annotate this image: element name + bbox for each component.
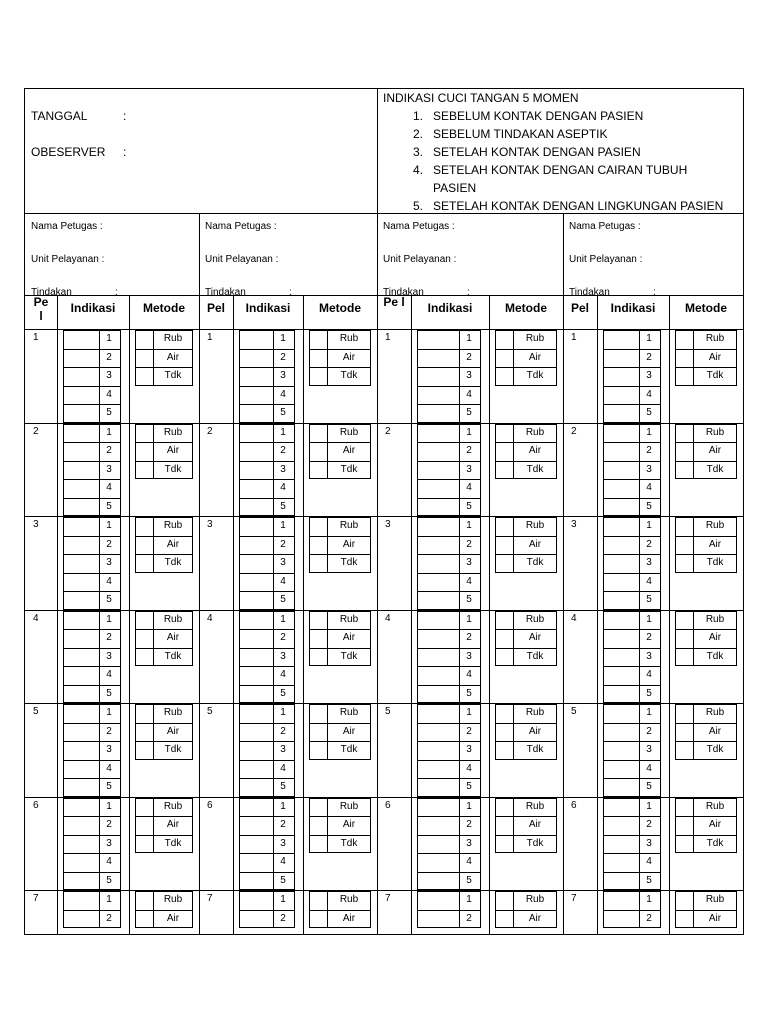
- indication-number-cell: 5: [106, 874, 112, 886]
- indikasi-header: Indikasi: [245, 301, 291, 315]
- method-label: Rub: [705, 333, 725, 344]
- method-label: Rub: [525, 426, 545, 438]
- metode-header: Metode: [143, 301, 185, 315]
- method-label: Air: [708, 632, 722, 643]
- indication-number-cell: 4: [106, 482, 112, 493]
- indication-number-cell: 3: [280, 837, 286, 849]
- method-label: Rub: [339, 894, 359, 905]
- indication-number-cell: 2: [280, 725, 286, 737]
- indication-number-cell: 3: [106, 837, 112, 849]
- indication-number-cell: 1: [280, 426, 286, 438]
- indication-text: SEBELUM KONTAK DENGAN PASIEN: [433, 109, 644, 123]
- indication-number-cell: 2: [106, 351, 112, 363]
- indikasi-header: Indikasi: [70, 301, 116, 315]
- officer-nama-label: Nama Petugas :: [569, 221, 641, 232]
- indication-number-cell: 2: [106, 725, 112, 737]
- pel-header: Pe l: [383, 295, 405, 309]
- indication-number-cell: 4: [280, 388, 286, 400]
- observation-number: 3: [33, 519, 39, 530]
- indication-number-cell: 2: [280, 445, 286, 456]
- indication-number-cell: 4: [106, 856, 112, 867]
- indication-number-cell: 2: [280, 538, 286, 550]
- indication-number-cell: 1: [280, 707, 286, 718]
- method-label: Air: [528, 445, 542, 456]
- method-label: Rub: [339, 426, 359, 438]
- method-label: Air: [708, 445, 722, 456]
- method-label: Tdk: [706, 744, 724, 755]
- officer-tindakan-label: Tindakan: [31, 287, 72, 298]
- indication-number-cell: 4: [106, 762, 112, 774]
- indication-number-cell: 1: [106, 426, 112, 438]
- method-label: Tdk: [706, 370, 724, 381]
- indication-number-cell: 5: [106, 407, 112, 418]
- method-label: Air: [708, 912, 722, 924]
- indication-number-cell: 5: [466, 687, 472, 699]
- observation-number: 1: [385, 332, 391, 343]
- observation-number: 7: [33, 893, 39, 904]
- indication-number-cell: 1: [646, 707, 652, 718]
- method-label: Air: [528, 538, 542, 550]
- method-label: Air: [166, 725, 180, 737]
- indication-number: 5.: [412, 199, 423, 213]
- indication-number-cell: 1: [280, 520, 286, 531]
- indication-number-cell: 4: [280, 762, 286, 774]
- indication-number-cell: 4: [646, 388, 652, 400]
- indication-number: 4.: [412, 163, 423, 177]
- indication-number-cell: 2: [280, 912, 286, 924]
- indication-number-cell: 2: [646, 632, 652, 643]
- method-label: Rub: [339, 800, 359, 812]
- indication-number-cell: 5: [280, 874, 286, 886]
- observation-number: 2: [207, 425, 213, 437]
- method-label: Air: [528, 351, 542, 363]
- indication-number-cell: 4: [646, 762, 652, 774]
- officer-unit-label: Unit Pelayanan :: [31, 254, 105, 265]
- observation-number: 2: [571, 425, 577, 437]
- indication-number-cell: 5: [280, 594, 286, 605]
- method-label: Air: [166, 445, 180, 456]
- indication-number-cell: 3: [646, 650, 652, 662]
- indication-number-cell: 1: [280, 800, 286, 812]
- method-label: Tdk: [340, 557, 358, 568]
- indication-number-cell: 2: [466, 351, 472, 363]
- method-label: Rub: [525, 520, 545, 531]
- indication-number-cell: 5: [280, 687, 286, 699]
- method-label: Tdk: [340, 837, 358, 849]
- method-label: Rub: [705, 426, 725, 438]
- method-label: Tdk: [164, 370, 182, 381]
- indication-number-cell: 4: [106, 575, 112, 587]
- indication-number-cell: 2: [466, 445, 472, 456]
- officer-tindakan-colon: :: [115, 287, 118, 298]
- method-label: Air: [342, 912, 356, 924]
- indication-number-cell: 3: [466, 463, 472, 475]
- method-label: Air: [166, 351, 180, 363]
- indication-number-cell: 4: [106, 669, 112, 680]
- observation-number: 4: [571, 612, 577, 624]
- method-label: Tdk: [164, 744, 182, 755]
- indication-title: INDIKASI CUCI TANGAN 5 MOMEN: [383, 91, 579, 105]
- indication-number-cell: 1: [646, 800, 652, 812]
- indication-number-cell: 1: [466, 613, 472, 625]
- observer-colon: :: [123, 145, 127, 159]
- method-label: Rub: [525, 707, 545, 718]
- indication-number-cell: 5: [646, 874, 652, 886]
- officer-tindakan-label: Tindakan: [383, 287, 424, 298]
- indication-text: PASIEN: [433, 181, 477, 195]
- indication-number-cell: 4: [466, 482, 472, 493]
- indication-number-cell: 2: [466, 725, 472, 737]
- observation-form: [24, 88, 744, 935]
- indication-number-cell: 2: [466, 819, 472, 830]
- method-label: Tdk: [706, 463, 724, 475]
- indication-number-cell: 5: [466, 594, 472, 605]
- method-label: Air: [342, 351, 356, 363]
- method-label: Tdk: [526, 557, 544, 568]
- method-label: Tdk: [526, 744, 544, 755]
- indication-number-cell: 1: [280, 894, 286, 905]
- method-label: Air: [528, 725, 542, 737]
- officer-tindakan-colon: :: [653, 287, 656, 298]
- indication-number-cell: 4: [106, 388, 112, 400]
- observation-number: 4: [385, 612, 391, 624]
- method-label: Rub: [163, 520, 183, 531]
- indication-number-cell: 5: [466, 781, 472, 792]
- indication-text: SETELAH KONTAK DENGAN CAIRAN TUBUH: [433, 163, 688, 177]
- observer-column: [25, 213, 199, 934]
- indication-number-cell: 3: [646, 837, 652, 849]
- observation-number: 5: [207, 706, 213, 717]
- observer-label: OBESERVER: [31, 145, 106, 159]
- indication-number-cell: 1: [646, 520, 652, 531]
- indication-number-cell: 1: [280, 613, 286, 625]
- method-label: Tdk: [526, 463, 544, 475]
- indication-number-cell: 2: [466, 912, 472, 924]
- header-left: [25, 89, 378, 213]
- indication-number-cell: 3: [280, 744, 286, 755]
- observation-number: 2: [33, 425, 39, 437]
- officer-unit-label: Unit Pelayanan :: [383, 254, 457, 265]
- observation-number: 3: [207, 519, 213, 530]
- method-label: Rub: [163, 613, 183, 625]
- observation-number: 7: [571, 893, 577, 904]
- indication-number-cell: 4: [466, 575, 472, 587]
- indication-number-cell: 5: [646, 781, 652, 792]
- indication-number-cell: 5: [646, 500, 652, 512]
- indication-number-cell: 3: [280, 650, 286, 662]
- method-label: Air: [166, 538, 180, 550]
- method-label: Rub: [339, 707, 359, 718]
- metode-header: Metode: [505, 301, 547, 315]
- method-label: Rub: [705, 520, 725, 531]
- method-label: Air: [342, 819, 356, 830]
- indication-number-cell: 2: [466, 632, 472, 643]
- method-label: Air: [166, 912, 180, 924]
- observation-number: 4: [33, 612, 39, 624]
- method-label: Tdk: [706, 837, 724, 849]
- method-label: Air: [166, 819, 180, 830]
- indication-number-cell: 5: [466, 500, 472, 512]
- observation-number: 6: [207, 799, 213, 811]
- indication-number-cell: 3: [466, 837, 472, 849]
- indication-number-cell: 5: [280, 781, 286, 792]
- method-label: Rub: [163, 333, 183, 344]
- indication-number-cell: 4: [280, 669, 286, 680]
- method-label: Rub: [525, 333, 545, 344]
- indication-number-cell: 3: [466, 650, 472, 662]
- indication-number-cell: 3: [280, 463, 286, 475]
- indication-number-cell: 4: [646, 669, 652, 680]
- indication-number-cell: 3: [106, 650, 112, 662]
- indication-number-cell: 2: [646, 912, 652, 924]
- indication-number-cell: 4: [466, 388, 472, 400]
- officer-unit-label: Unit Pelayanan :: [569, 254, 643, 265]
- indication-number-cell: 2: [466, 538, 472, 550]
- method-label: Rub: [163, 707, 183, 718]
- indication-number-cell: 2: [646, 351, 652, 363]
- method-label: Rub: [163, 426, 183, 438]
- method-label: Rub: [705, 894, 725, 905]
- indication-number-cell: 1: [646, 613, 652, 625]
- officer-tindakan-colon: :: [289, 287, 292, 298]
- indication-number-cell: 3: [106, 744, 112, 755]
- indication-number-cell: 1: [646, 894, 652, 905]
- indication-number-cell: 3: [280, 557, 286, 568]
- observer-column: [377, 213, 563, 934]
- officer-tindakan-label: Tindakan: [205, 287, 246, 298]
- indication-number-cell: 5: [646, 594, 652, 605]
- observation-number: 5: [385, 706, 391, 717]
- indication-number-cell: 3: [646, 557, 652, 568]
- method-label: Tdk: [706, 557, 724, 568]
- method-label: Tdk: [164, 557, 182, 568]
- method-label: Rub: [705, 707, 725, 718]
- indication-number-cell: 2: [280, 819, 286, 830]
- method-label: Tdk: [340, 463, 358, 475]
- indication-number-cell: 2: [646, 538, 652, 550]
- indication-number-cell: 2: [280, 351, 286, 363]
- indication-number-cell: 1: [466, 707, 472, 718]
- observation-number: 6: [33, 799, 39, 811]
- observation-number: 7: [385, 893, 391, 904]
- officer-tindakan-colon: :: [467, 287, 470, 298]
- indication-number-cell: 1: [106, 707, 112, 718]
- pel-header: Pel: [570, 301, 589, 315]
- indication-number-cell: 5: [106, 781, 112, 792]
- indication-number-cell: 5: [646, 687, 652, 699]
- indication-number-cell: 3: [466, 744, 472, 755]
- metode-header: Metode: [685, 301, 727, 315]
- indication-number-cell: 1: [106, 333, 112, 344]
- method-label: Rub: [339, 613, 359, 625]
- observation-number: 6: [571, 799, 577, 811]
- method-label: Air: [708, 538, 722, 550]
- indication-number-cell: 2: [106, 912, 112, 924]
- pel-header: Pel: [206, 301, 225, 315]
- officer-nama-label: Nama Petugas :: [383, 221, 455, 232]
- method-label: Tdk: [340, 650, 358, 662]
- indication-number-cell: 5: [280, 407, 286, 418]
- method-label: Rub: [163, 894, 183, 905]
- indication-number-cell: 4: [280, 856, 286, 867]
- method-label: Tdk: [340, 744, 358, 755]
- method-label: Tdk: [164, 463, 182, 475]
- indication-number-cell: 2: [106, 538, 112, 550]
- indication-number-cell: 4: [466, 856, 472, 867]
- indication-legend: [377, 89, 743, 213]
- observer-column: [563, 213, 743, 934]
- method-label: Air: [342, 725, 356, 737]
- indication-number-cell: 1: [466, 800, 472, 812]
- method-label: Tdk: [164, 650, 182, 662]
- method-label: Air: [528, 632, 542, 643]
- indication-number-cell: 2: [106, 632, 112, 643]
- indication-number-cell: 4: [466, 762, 472, 774]
- metode-header: Metode: [319, 301, 361, 315]
- officer-tindakan-label: Tindakan: [569, 287, 610, 298]
- indication-number-cell: 1: [106, 800, 112, 812]
- indication-number-cell: 3: [646, 463, 652, 475]
- indication-number-cell: 3: [280, 370, 286, 381]
- indication-number-cell: 4: [646, 856, 652, 867]
- method-label: Rub: [525, 894, 545, 905]
- officer-nama-label: Nama Petugas :: [205, 221, 277, 232]
- method-label: Air: [708, 725, 722, 737]
- indication-text: SETELAH KONTAK DENGAN LINGKUNGAN PASIEN: [433, 199, 724, 213]
- observation-number: 1: [571, 332, 577, 343]
- method-label: Rub: [705, 613, 725, 625]
- method-label: Air: [708, 819, 722, 830]
- indication-number: 2.: [412, 127, 423, 141]
- indication-number-cell: 1: [466, 894, 472, 905]
- observation-number: 5: [571, 706, 577, 717]
- method-label: Rub: [339, 520, 359, 531]
- observer-column: [199, 213, 377, 934]
- observation-number: 1: [33, 332, 39, 343]
- indication-number-cell: 5: [280, 500, 286, 512]
- method-label: Rub: [525, 800, 545, 812]
- indication-number: 3.: [412, 145, 423, 159]
- observation-number: 3: [385, 519, 391, 530]
- indication-number-cell: 5: [466, 874, 472, 886]
- indication-number-cell: 1: [466, 333, 472, 344]
- tanggal-colon: :: [123, 109, 127, 123]
- method-label: Rub: [163, 800, 183, 812]
- indication-number-cell: 5: [466, 407, 472, 418]
- indication-number-cell: 4: [466, 669, 472, 680]
- indication-number-cell: 3: [466, 557, 472, 568]
- method-label: Rub: [339, 333, 359, 344]
- indication-number-cell: 3: [106, 463, 112, 475]
- indication-number-cell: 3: [646, 370, 652, 381]
- indication-number-cell: 2: [106, 445, 112, 456]
- indication-text: SEBELUM TINDAKAN ASEPTIK: [433, 127, 608, 141]
- observation-number: 4: [207, 612, 213, 624]
- indication-number-cell: 2: [106, 819, 112, 830]
- method-label: Air: [342, 445, 356, 456]
- observation-number: 2: [385, 425, 391, 437]
- method-label: Tdk: [706, 650, 724, 662]
- indication-number-cell: 5: [106, 687, 112, 699]
- indication-number-cell: 3: [106, 557, 112, 568]
- indication-number-cell: 3: [646, 744, 652, 755]
- indication-number-cell: 1: [106, 894, 112, 905]
- method-label: Air: [528, 819, 542, 830]
- method-label: Air: [342, 538, 356, 550]
- observation-number: 6: [385, 799, 391, 811]
- method-label: Tdk: [526, 370, 544, 381]
- indikasi-header: Indikasi: [427, 301, 473, 315]
- method-label: Tdk: [340, 370, 358, 381]
- method-label: Tdk: [526, 837, 544, 849]
- indication-number-cell: 2: [646, 725, 652, 737]
- indication-number-cell: 4: [646, 482, 652, 493]
- officer-unit-label: Unit Pelayanan :: [205, 254, 279, 265]
- method-label: Rub: [705, 800, 725, 812]
- observation-number: 7: [207, 893, 213, 904]
- indication-number-cell: 4: [280, 482, 286, 493]
- indication-number-cell: 1: [106, 520, 112, 531]
- indication-number-cell: 1: [466, 426, 472, 438]
- indication-number-cell: 2: [280, 632, 286, 643]
- observation-number: 1: [207, 332, 213, 343]
- officer-nama-label: Nama Petugas :: [31, 221, 103, 232]
- method-label: Tdk: [526, 650, 544, 662]
- indication-number-cell: 3: [466, 370, 472, 381]
- observation-number: 5: [33, 706, 39, 717]
- method-label: Air: [528, 912, 542, 924]
- method-label: Air: [708, 351, 722, 363]
- indication-number-cell: 5: [106, 594, 112, 605]
- method-label: Tdk: [164, 837, 182, 849]
- indication-number-cell: 1: [646, 426, 652, 438]
- indication-number-cell: 1: [466, 520, 472, 531]
- indication-number-cell: 1: [106, 613, 112, 625]
- method-label: Air: [342, 632, 356, 643]
- indication-number: 1.: [412, 109, 423, 123]
- indication-text: SETELAH KONTAK DENGAN PASIEN: [433, 145, 641, 159]
- method-label: Air: [166, 632, 180, 643]
- indication-number-cell: 2: [646, 819, 652, 830]
- pel-header: Pe l: [33, 295, 49, 323]
- observation-number: 3: [571, 519, 577, 530]
- indication-number-cell: 1: [646, 333, 652, 344]
- tanggal-label: TANGGAL: [31, 109, 88, 123]
- indikasi-header: Indikasi: [610, 301, 656, 315]
- method-label: Rub: [525, 613, 545, 625]
- indication-number-cell: 5: [106, 500, 112, 512]
- indication-number-cell: 2: [646, 445, 652, 456]
- indication-number-cell: 4: [646, 575, 652, 587]
- indication-number-cell: 5: [646, 407, 652, 418]
- indication-number-cell: 1: [280, 333, 286, 344]
- indication-number-cell: 4: [280, 575, 286, 587]
- indication-number-cell: 3: [106, 370, 112, 381]
